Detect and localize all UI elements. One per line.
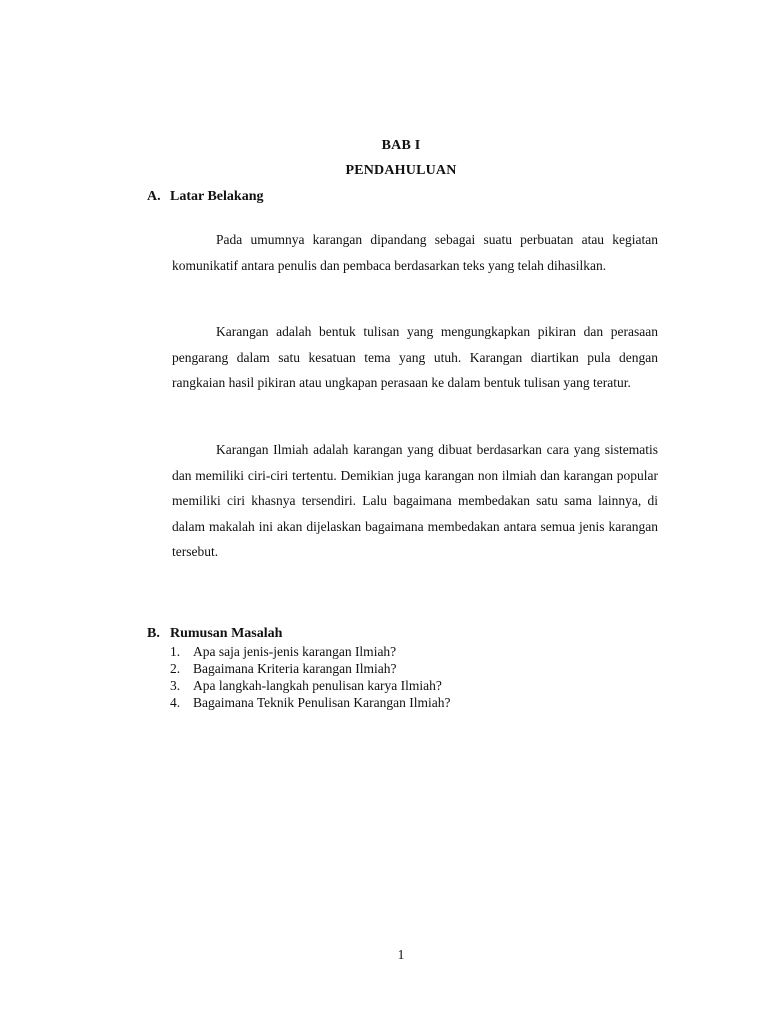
chapter-number: BAB I <box>381 138 421 153</box>
list-item <box>170 694 450 711</box>
chapter-title: PENDAHULUAN <box>345 163 457 178</box>
section-a-heading <box>147 189 263 205</box>
page-number: 1 <box>397 947 405 962</box>
section-b-title: Rumusan Masalah <box>170 626 283 641</box>
section-b-heading <box>147 626 282 642</box>
background-paragraph-1: Pada umumnya karangan dipandang sebagai suatu perbuatan atau kegiatan komunikatif antara penulis dan pembaca berdasarkan teks yang telah dihasilkan. <box>172 232 658 273</box>
list-item-text: Apa langkah-langkah penulisan karya Ilmiah? <box>193 678 442 693</box>
list-item <box>170 643 450 660</box>
section-b-letter: B. <box>147 626 160 641</box>
background-paragraph-3: Karangan Ilmiah adalah karangan yang dibuat berdasarkan cara yang sistematis dan memiliki ciri-ciri tertentu. Demikian juga karangan non ilmiah dan karangan popular memiliki ciri khasnya tersendiri. Lalu bagaimana membedakan satu sama lainnya, di dalam makalah ini akan dijelaskan bagaimana membedakan antara semua jenis karangan tersebut. <box>172 442 658 559</box>
problem-list <box>170 643 450 711</box>
list-item-number: 3. <box>170 678 181 693</box>
section-a-title: Latar Belakang <box>170 189 264 204</box>
list-item-number: 2. <box>170 661 181 676</box>
list-item-text: Bagaimana Kriteria karangan Ilmiah? <box>193 661 397 676</box>
list-item-number: 1. <box>170 644 181 659</box>
list-item-number: 4. <box>170 695 181 710</box>
list-item <box>170 677 450 694</box>
background-paragraph-2: Karangan adalah bentuk tulisan yang mengungkapkan pikiran dan perasaan pengarang dalam satu kesatuan tema yang utuh. Karangan diartikan pula dengan rangkaian hasil pikiran atau ungkapan perasaan ke dalam bentuk tulisan yang teratur. <box>172 324 658 390</box>
section-a-letter: A. <box>147 189 161 204</box>
list-item-text: Apa saja jenis-jenis karangan Ilmiah? <box>193 644 397 659</box>
list-item-text: Bagaimana Teknik Penulisan Karangan Ilmiah? <box>193 695 451 710</box>
list-item <box>170 660 450 677</box>
